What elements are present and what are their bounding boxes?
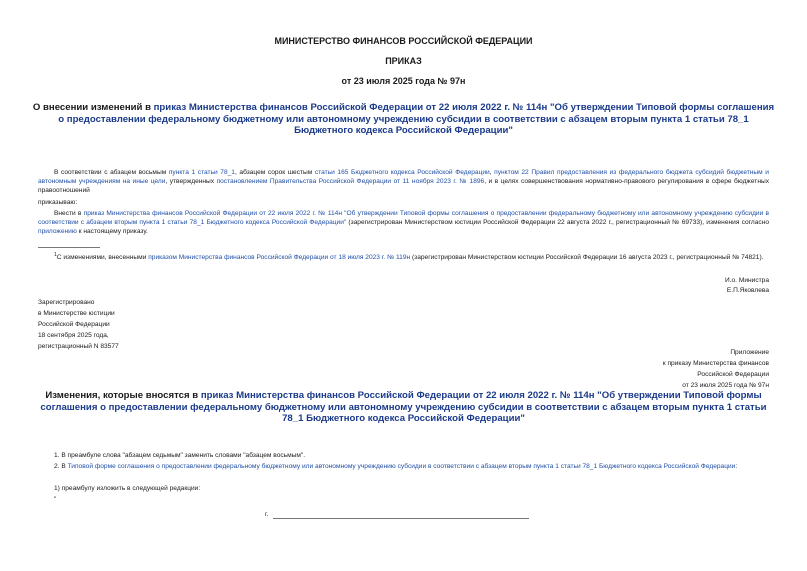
title-order-link[interactable]: приказ Министерства финансов Российской Федерации от 22 июля 2022 г. № 114н "Об утверждении Типовой формы соглашения о предоставлении федеральному бюджетному или автономному учреждению субсидии в соответствии с абзацем вторым пункта 1 статьи 78_1 Бюджетного кодекса Российской Федерации"	[58, 102, 775, 136]
change-item-2-text: :	[735, 463, 738, 470]
form-year-label: г.	[265, 511, 269, 518]
change-item-2-text: 2. В	[54, 463, 68, 470]
preamble-text: В соответствии с абзацем восьмым	[54, 169, 169, 176]
order-word: приказываю:	[38, 199, 78, 206]
link-government-decree[interactable]: постановлением Правительства Российской Федерации от 11 ноября 2023 г. № 1896	[216, 178, 485, 185]
appendix-label-line: от 23 июля 2025 года № 97н	[682, 382, 769, 389]
doc-type-heading: ПРИКАЗ	[385, 56, 422, 66]
preamble-paragraph	[38, 168, 769, 195]
link-rules-point-22[interactable]: пунктом 22 Правил предоставления из федерального бюджета субсидий бюджетным и автономным учреждениям на иные цели	[38, 169, 769, 185]
link-article-78-1[interactable]: пункта 1 статьи 78_1	[168, 169, 235, 176]
appendix-label-line: Российской Федерации	[697, 371, 769, 378]
footnote-text: (зарегистрирован Министерством юстиции Российской Федерации 16 августа 2023 г., регистрационный № 74821).	[410, 254, 764, 262]
registration-block	[38, 297, 119, 352]
change-item-2	[38, 462, 769, 471]
link-appendix[interactable]: приложению	[38, 228, 77, 235]
preamble-text: , абзацем сорок шестым	[234, 169, 315, 176]
doc-date-number: от 23 июля 2025 года № 97н	[341, 76, 466, 86]
footnote-text: С изменениями, внесенными	[56, 254, 149, 262]
order-text: , изменения согласно	[702, 219, 769, 226]
form-blank-line	[273, 518, 529, 519]
appendix-label-line: Приложение	[730, 349, 769, 356]
changes-title-prefix: Изменения, которые вносятся в	[45, 390, 201, 401]
signature-name: Е.П.Яковлева	[726, 287, 769, 294]
registration-line: регистрационный N 83577	[38, 343, 119, 350]
link-order-114n[interactable]: приказ Министерства финансов Российской Федерации от 22 июля 2022 г. № 114н "Об утверждении Типовой формы соглашения о предоставлении федеральному бюджетному или автономному учреждению субсидии в соответствии с абзацем вторым пункта 1 статьи 78_1 Бюджетного кодекса Российской Федерации"	[38, 210, 770, 226]
footnote-marker: 1	[54, 252, 57, 258]
change-item-1: 1. В преамбуле слова "абзацем седьмым" заменить словами "абзацем восьмым".	[54, 452, 306, 459]
preamble-text: ,	[489, 169, 495, 176]
link-typical-form[interactable]: Типовой форме соглашения о предоставлении федеральному бюджетному или автономному учреждению субсидии в соответствии с абзацем вторым пункта 1 статьи 78_1 Бюджетного кодекса Российской Федерации	[67, 463, 736, 470]
order-paragraph	[38, 209, 769, 236]
order-text: Внести в	[54, 210, 84, 217]
ministry-heading: МИНИСТЕРСТВО ФИНАНСОВ РОССИЙСКОЙ ФЕДЕРАЦИИ	[274, 36, 533, 46]
change-item-2-1: 1) преамбулу изложить в следующей редакции:	[54, 485, 201, 492]
signature-position: И.о. Министра	[724, 277, 769, 284]
appendix-label	[519, 347, 769, 391]
appendix-label-line: к приказу Министерства финансов	[662, 360, 769, 367]
preamble-text: , утвержденных	[165, 178, 217, 185]
changes-title-order-link[interactable]: приказ Министерства финансов Российской Федерации от 22 июля 2022 г. № 114н "Об утверждении Типовой формы соглашения о предоставлении федеральному бюджетному или автономному учреждению субсидии в соответствии с абзацем вторым пункта 1 статьи 78_1 Бюджетного кодекса Российской Федерации"	[40, 390, 767, 424]
order-text: к настоящему приказу.	[76, 228, 148, 235]
changes-title	[30, 390, 777, 425]
footnote	[38, 251, 769, 262]
registration-line: Зарегистрировано	[38, 299, 95, 306]
document-title	[30, 102, 777, 137]
footnote-divider	[38, 247, 100, 248]
title-prefix: О внесении изменений в	[32, 102, 154, 113]
order-text: (зарегистрирован Министерством юстиции Российской Федерации 22 августа 2022 г., регистрационный № 69733)	[346, 219, 703, 226]
link-article-165[interactable]: статьи 165 Бюджетного кодекса Российской Федерации	[314, 169, 490, 176]
quote-mark: "	[54, 496, 57, 503]
registration-line: в Министерстве юстиции	[38, 310, 115, 317]
registration-line: 18 сентября 2025 года,	[38, 332, 109, 339]
registration-line: Российской Федерации	[38, 321, 110, 328]
preamble-text: , и в целях совершенствования нормативно-правового регулирования в сфере бюджетных правоотношений	[38, 178, 769, 194]
link-order-119n[interactable]: приказом Министерства финансов Российской Федерации от 18 июля 2023 г. № 119н	[148, 254, 411, 262]
